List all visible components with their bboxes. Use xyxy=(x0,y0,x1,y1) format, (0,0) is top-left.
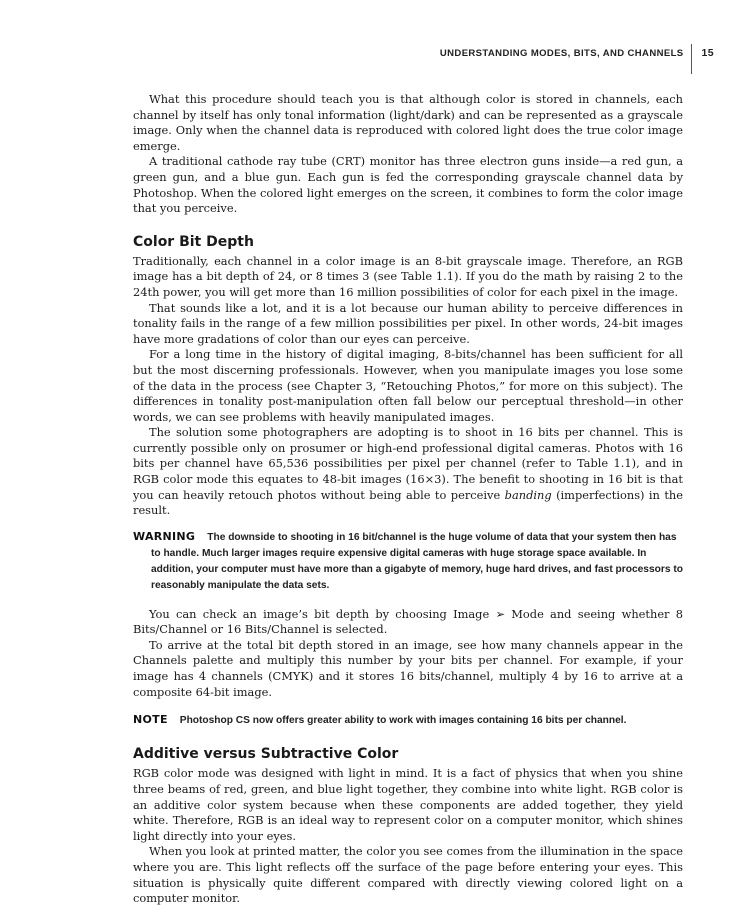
section-heading-color-bit-depth: Color Bit Depth xyxy=(133,233,254,250)
chapter-title: UNDERSTANDING MODES, BITS, AND CHANNELS xyxy=(439,47,684,59)
additive-paragraph-2: When you look at printed matter, the color you see comes from the illumination in the space where you are. This light reflects off the surface of the page before entering your eyes. This situation is physically quite different compared with directly viewing colored light on a computer monitor. xyxy=(133,844,683,906)
page-number: 15 xyxy=(701,47,714,59)
bit-depth-paragraph-4 xyxy=(133,425,683,519)
warning-callout xyxy=(133,529,683,595)
body-text xyxy=(133,92,683,907)
header-divider xyxy=(691,44,692,74)
running-header xyxy=(440,38,714,68)
bit-depth-paragraph-1: Traditionally, each channel in a color image is an 8-bit grayscale image. Therefore, an RGB image has a bit depth of 24, or 8 times 3 (see Table 1.1). If you do the math by raising 2 to the 24th power, you will get more than 16 million possibilities of color for each pixel in the image. xyxy=(133,253,683,299)
intro-paragraph-2: A traditional cathode ray tube (CRT) monitor has three electron guns inside—a red gun, a green gun, and a blue gun. Each gun is fed the corresponding grayscale channel data by Photoshop. When the colored light emerges on the screen, it combines to form the color image that you perceive. xyxy=(133,154,683,216)
section-heading-additive-subtractive: Additive versus Subtractive Color xyxy=(133,746,399,763)
intro-paragraph-1: What this procedure should teach you is that although color is stored in channels, each channel by itself has only tonal information (light/dark) and can be represented as a grayscale image. Only when the channel data is reproduced with colored light does the true color image emerge. xyxy=(133,92,683,153)
p4-text-after: (imperfections) in the result. xyxy=(133,487,683,518)
note-label: NOTE xyxy=(133,713,168,727)
bit-depth-paragraph-5: You can check an image’s bit depth by choosing Image ➢ Mode and seeing whether 8 Bits/Channel or 16 Bits/Channel is selected. xyxy=(133,606,683,637)
p4-text-before: The solution some photographers are adopting is to shoot in 16 bits per channel. This is currently possible only on prosumer or high-end professional digital cameras. Photos with 16 bits per channel have 65,536 possibilities per pixel per channel (refer to Table 1.1), and in RGB color mode this equates to 48-bit images (16×3). The benefit to shooting in 16 bit is that you can heavily retouch photos without being able to perceive xyxy=(133,425,683,502)
bit-depth-paragraph-3: For a long time in the history of digital imaging, 8-bits/channel has been sufficient for all but the most discerning professionals. However, when you manipulate images you lose some of the data in the process (see Chapter 3, “Retouching Photos,” for more on this subject). The differences in tonality post-manipulation often fall below our perceptual threshold—in other words, we can see problems with heavily manipulated images. xyxy=(133,347,683,424)
bit-depth-paragraph-6: To arrive at the total bit depth stored in an image, see how many channels appear in the Channels palette and multiply this number by your bits per channel. For example, if your image has 4 channels (CMYK) and it stores 16 bits/channel, multiply 4 by 16 to arrive at a composite 64-bit image. xyxy=(133,637,683,699)
note-callout xyxy=(133,712,683,729)
banding-term: banding xyxy=(504,487,552,502)
additive-paragraph-1: RGB color mode was designed with light in mind. It is a fact of physics that when you shine three beams of red, green, and blue light together, they combine into white light. RGB color is an additive color system because when these components are added together, they yield white. Therefore, RGB is an ideal way to represent color on a computer monitor, which shines light directly into your eyes. xyxy=(133,766,683,843)
note-text: Photoshop CS now offers greater ability to work with images containing 16 bits per channel. xyxy=(179,715,627,727)
warning-label: WARNING xyxy=(133,529,196,543)
warning-text: The downside to shooting in 16 bit/channel is the huge volume of data that your system then has to handle. Much larger images require expensive digital cameras with huge storage space available. In addition, your computer must have more than a gigabyte of memory, huge hard drives, and fast processors to reasonably manipulate the data sets. xyxy=(151,531,683,592)
bit-depth-paragraph-2: That sounds like a lot, and it is a lot because our human ability to perceive differences in tonality fails in the range of a few million possibilities per pixel. In other words, 24-bit images have more gradations of color than our eyes can perceive. xyxy=(133,300,683,346)
